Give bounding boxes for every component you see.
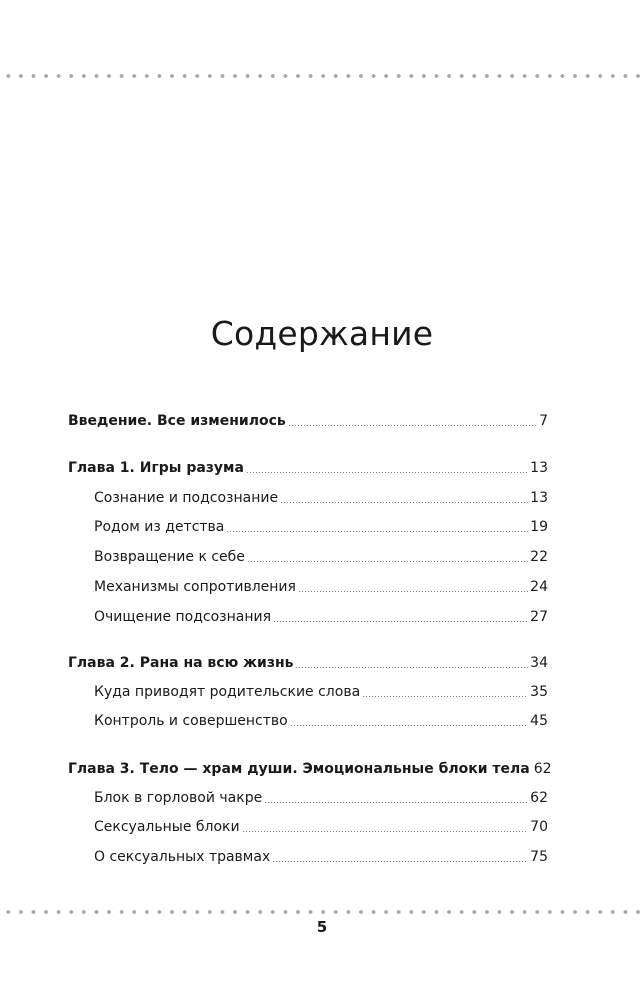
toc-entry-section [94,683,548,701]
toc-entry-section [94,818,548,836]
toc-dot-leader [362,696,528,697]
toc-dot-leader [288,425,537,426]
toc-entry-label: Очищение подсознания [94,609,272,625]
toc-entry-label: Контроль и совершенство [94,713,288,729]
toc-dot-leader [264,802,528,803]
toc-entry-page: 27 [530,609,548,625]
toc-entry-label: Сознание и подсознание [94,490,279,506]
toc-dot-leader [272,861,528,862]
toc-dot-leader [273,621,528,622]
toc-entry-page: 62 [530,790,548,806]
toc-dot-leader [242,831,529,832]
toc-dot-leader [246,472,528,473]
toc-entry-intro [68,412,548,430]
toc-entry-page: 75 [530,849,548,865]
toc-entry-label: Механизмы сопротивления [94,579,296,595]
toc-dot-leader [247,561,528,562]
toc-entry-label: Возвращение к себе [94,549,245,565]
toc-entry-section [94,548,548,566]
toc-entry-section [94,789,548,807]
toc-dot-leader [295,667,528,668]
toc-entry-section [94,848,548,866]
toc-entry-label: Глава 3. Тело — храм души. Эмоциональные блоки тела [68,761,530,777]
toc-entry-label: Родом из детства [94,519,225,535]
toc-entry-chapter-3 [68,760,552,778]
toc-entry-label: Блок в горловой чакре [94,790,263,806]
toc-dot-leader [298,591,528,592]
toc-entry-section [94,578,548,596]
toc-entry-label: Глава 2. Рана на всю жизнь [68,655,294,671]
top-dotted-divider [0,72,644,80]
toc-entry-chapter-1 [68,459,548,477]
toc-entry-page: 35 [530,684,548,700]
toc-entry-chapter-2 [68,654,548,672]
toc-entry-section [94,518,548,536]
toc-entry-page: 19 [530,519,548,535]
toc-entry-section [94,712,548,730]
toc-entry-label: Куда приводят родительские слова [94,684,361,700]
toc-dot-leader [280,502,528,503]
toc-entry-page: 22 [530,549,548,565]
toc-entry-page: 34 [530,655,548,671]
toc-entry-page: 13 [530,460,548,476]
toc-dot-leader [290,725,528,726]
toc-entry-page: 7 [539,413,548,429]
toc-entry-label: Сексуальные блоки [94,819,240,835]
bottom-dotted-divider [0,908,644,916]
page-number: 5 [316,918,328,936]
toc-entry-page: 62 [533,761,552,777]
toc-entry-label: О сексуальных травмах [94,849,271,865]
toc-entry-page: 13 [530,490,548,506]
toc-entry-section [94,489,548,507]
toc-entry-label: Глава 1. Игры разума [68,460,244,476]
page-title: Содержание [210,314,434,354]
toc-entry-page: 45 [530,713,548,729]
toc-entry-page: 70 [530,819,548,835]
toc-dot-leader [226,531,528,532]
toc-entry-label: Введение. Все изменилось [68,413,286,429]
toc-entry-section [94,608,548,626]
toc-entry-page: 24 [530,579,548,595]
